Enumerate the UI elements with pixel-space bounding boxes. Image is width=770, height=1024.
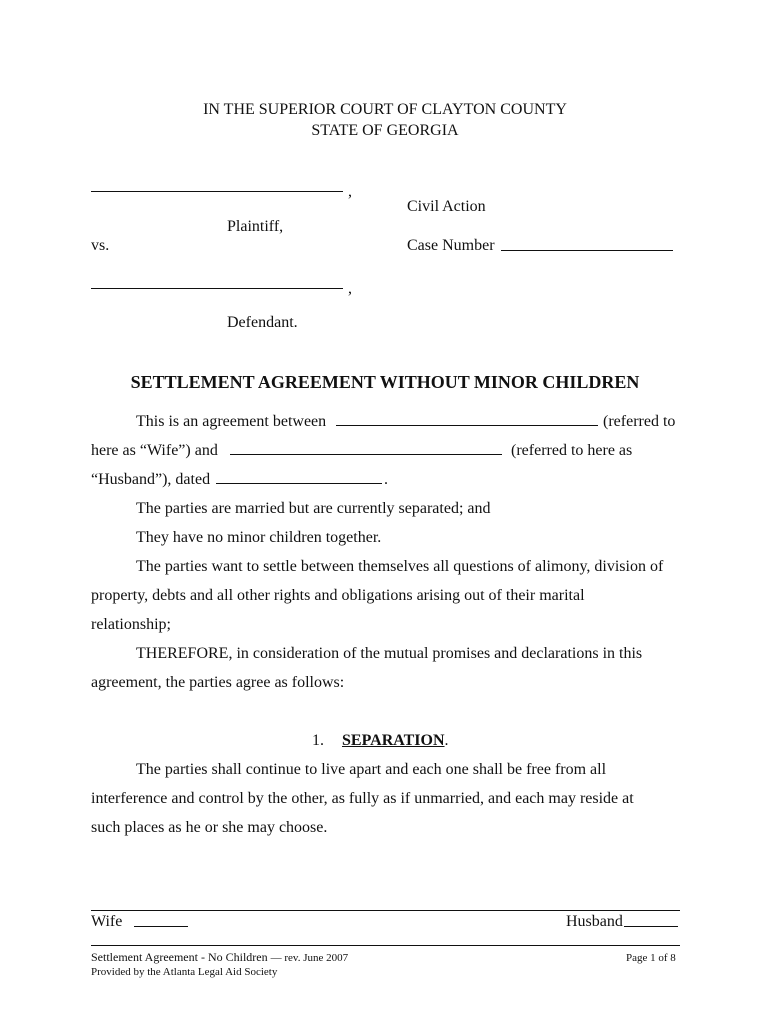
- section-heading: [312, 732, 449, 750]
- plaintiff-label: Plaintiff,: [227, 218, 284, 235]
- section-number: 1.: [312, 732, 324, 749]
- referred-to-here-text: (referred to here as: [511, 442, 633, 459]
- separation-text-line3: such places as he or she may choose.: [91, 819, 328, 836]
- husband-name-field[interactable]: [230, 442, 502, 460]
- case-number-label: Case Number: [407, 237, 495, 254]
- referred-to-text: (referred to: [603, 413, 676, 430]
- husband-initials-label: Husband: [566, 913, 623, 930]
- date-period: .: [384, 471, 388, 488]
- footer-divider: [91, 945, 680, 946]
- defendant-label: Defendant.: [227, 314, 298, 331]
- plaintiff-comma: ,: [348, 183, 352, 200]
- plaintiff-name-field[interactable]: [91, 179, 343, 197]
- wife-reference-text: here as “Wife”) and: [91, 442, 218, 459]
- settle-text-line3: relationship;: [91, 616, 171, 633]
- initials-divider: [91, 910, 680, 911]
- court-name: IN THE SUPERIOR COURT OF CLAYTON COUNTY: [203, 101, 567, 118]
- state-name: STATE OF GEORGIA: [311, 122, 459, 139]
- civil-action-label: Civil Action: [407, 198, 486, 215]
- versus-label: vs.: [91, 237, 110, 254]
- footer-provider: Provided by the Atlanta Legal Aid Society: [91, 966, 278, 978]
- section-title: SEPARATION: [342, 732, 445, 749]
- page-number: Page 1 of 8: [626, 952, 676, 964]
- separation-text-line1: The parties shall continue to live apart and each one shall be free from all: [136, 761, 607, 778]
- wife-initials-field[interactable]: [134, 914, 188, 932]
- husband-initials-field[interactable]: [624, 914, 678, 932]
- wife-initials-label: Wife: [91, 913, 123, 930]
- defendant-comma: ,: [348, 280, 352, 297]
- defendant-name-field[interactable]: [91, 276, 343, 294]
- wife-name-field[interactable]: [336, 413, 598, 431]
- section-period: .: [444, 732, 449, 749]
- settle-text-line1: The parties want to settle between themselves all questions of alimony, division of: [136, 558, 664, 575]
- no-children-text: They have no minor children together.: [136, 529, 382, 546]
- footer-document-title: [91, 950, 348, 965]
- separated-text: The parties are married but are currently separated; and: [136, 500, 491, 517]
- agreement-between-text: This is an agreement between: [136, 413, 327, 430]
- therefore-text-line1: THEREFORE, in consideration of the mutual promises and declarations in this: [136, 645, 643, 662]
- footer-title-text: Settlement Agreement - No Children: [91, 950, 268, 964]
- case-number-field[interactable]: [501, 238, 673, 256]
- therefore-text-line2: agreement, the parties agree as follows:: [91, 674, 345, 691]
- date-field[interactable]: [216, 471, 382, 489]
- footer-revision: — rev. June 2007: [270, 952, 349, 964]
- separation-text-line2: interference and control by the other, as fully as if unmarried, and each may reside at: [91, 790, 634, 807]
- settle-text-line2: property, debts and all other rights and obligations arising out of their marital: [91, 587, 585, 604]
- document-title: SETTLEMENT AGREEMENT WITHOUT MINOR CHILDREN: [130, 372, 640, 392]
- husband-dated-text: “Husband”), dated: [91, 471, 211, 488]
